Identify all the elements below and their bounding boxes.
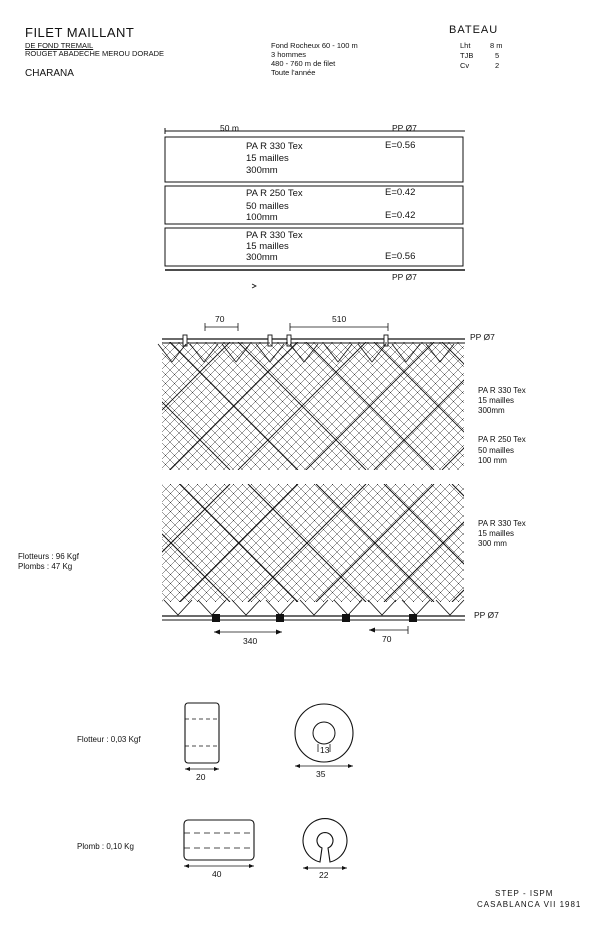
floats-total: Flotteurs : 96 Kgf — [18, 552, 79, 561]
dim-bottom-large: 340 — [243, 636, 258, 646]
sinker-diameter-dim: 22 — [319, 870, 329, 880]
panel-hanging-ratio: E=0.42 — [385, 210, 416, 221]
dim-top-large: 510 — [332, 314, 347, 324]
panel-material: PA R 330 Tex — [246, 230, 303, 241]
inner-panel-size: 100 mm — [478, 456, 507, 465]
sinker-length-dim: 40 — [212, 869, 222, 879]
net-subtitle-species: ROUGET ABADECHE MEROU DORADE — [25, 49, 165, 58]
panel-box-inner — [165, 186, 463, 224]
bottom-rope-label: PP Ø7 — [392, 272, 417, 282]
boat-spec-value: 2 — [495, 61, 500, 70]
boat-spec-label: Cv — [460, 61, 470, 70]
boat-spec-label: Lht — [460, 41, 471, 50]
float-mark — [268, 335, 272, 346]
sinkers-total: Plombs : 47 Kg — [18, 562, 73, 571]
net-subtitle-type: DE FOND TREMAIL — [25, 41, 94, 50]
boat-spec-value: 8 m — [490, 41, 503, 50]
boat-spec-label: TJB — [460, 51, 474, 60]
inner-panel-material: PA R 250 Tex — [478, 435, 526, 444]
net-title: FILET MAILLANT — [25, 25, 135, 40]
float-side-view — [185, 703, 219, 763]
sinker-side-view — [184, 820, 254, 860]
panel-mesh-size: 300mm — [246, 165, 278, 176]
panel-meshes: 15 mailles — [246, 153, 289, 164]
boat-spec-value: 5 — [495, 51, 500, 60]
dim-bottom-small: 70 — [382, 634, 392, 644]
condition-length: 480 - 760 m de filet — [271, 59, 336, 68]
float-width-dim: 20 — [196, 772, 206, 782]
panel-box-outer-lower — [165, 228, 463, 266]
float-hole-dim: 13 — [320, 745, 330, 755]
condition-crew: 3 hommes — [271, 50, 307, 59]
headrope-label: PP Ø7 — [470, 332, 495, 342]
credit-place-date: CASABLANCA VII 1981 — [477, 900, 582, 909]
outer-panel-material: PA R 330 Tex — [478, 386, 526, 395]
outer-panel-material: PA R 330 Tex — [478, 519, 526, 528]
panel-hanging-ratio: E=0.56 — [385, 251, 416, 262]
outer-panel-meshes: 15 mailles — [478, 529, 515, 538]
sinker-mark — [342, 614, 350, 622]
outer-panel-size: 300mm — [478, 406, 505, 415]
sinker-mark — [409, 614, 417, 622]
location: CHARANA — [25, 68, 74, 79]
condition-depth: Fond Rocheux 60 - 100 m — [271, 41, 358, 50]
float-diameter-dim: 35 — [316, 769, 326, 779]
inner-panel-meshes: 50 mailles — [478, 446, 515, 455]
panel-material: PA R 250 Tex — [246, 188, 303, 199]
panel-mesh-size: 300mm — [246, 252, 278, 263]
credit-org: STEP - ISPM — [495, 889, 554, 898]
panel-mesh-size: 100mm — [246, 212, 278, 223]
footrope-label: PP Ø7 — [474, 610, 499, 620]
sinker-mark — [276, 614, 284, 622]
panel-material: PA R 330 Tex — [246, 141, 303, 152]
panel-meshes: 50 mailles — [246, 201, 289, 212]
float-label: Flotteur : 0,03 Kgf — [77, 735, 141, 744]
panel-box-outer-upper — [165, 137, 463, 182]
top-rope-label: PP Ø7 — [392, 123, 417, 133]
dim-top-small: 70 — [215, 314, 225, 324]
sinker-front-view — [303, 819, 347, 862]
outer-panel-meshes: 15 mailles — [478, 396, 515, 405]
boat-title: BATEAU — [449, 24, 499, 36]
sinker-label: Plomb : 0,10 Kg — [77, 842, 134, 851]
condition-season: Toute l'année — [271, 68, 316, 77]
netting-upper — [34, 342, 600, 470]
netting-lower — [44, 484, 600, 602]
panel-meshes: 15 mailles — [246, 241, 289, 252]
sinker-mark — [212, 614, 220, 622]
panel-hanging-ratio: E=0.42 — [385, 187, 416, 198]
length-label: 50 m — [220, 123, 239, 133]
panel-hanging-ratio: E=0.56 — [385, 140, 416, 151]
outer-panel-size: 300 mm — [478, 539, 507, 548]
